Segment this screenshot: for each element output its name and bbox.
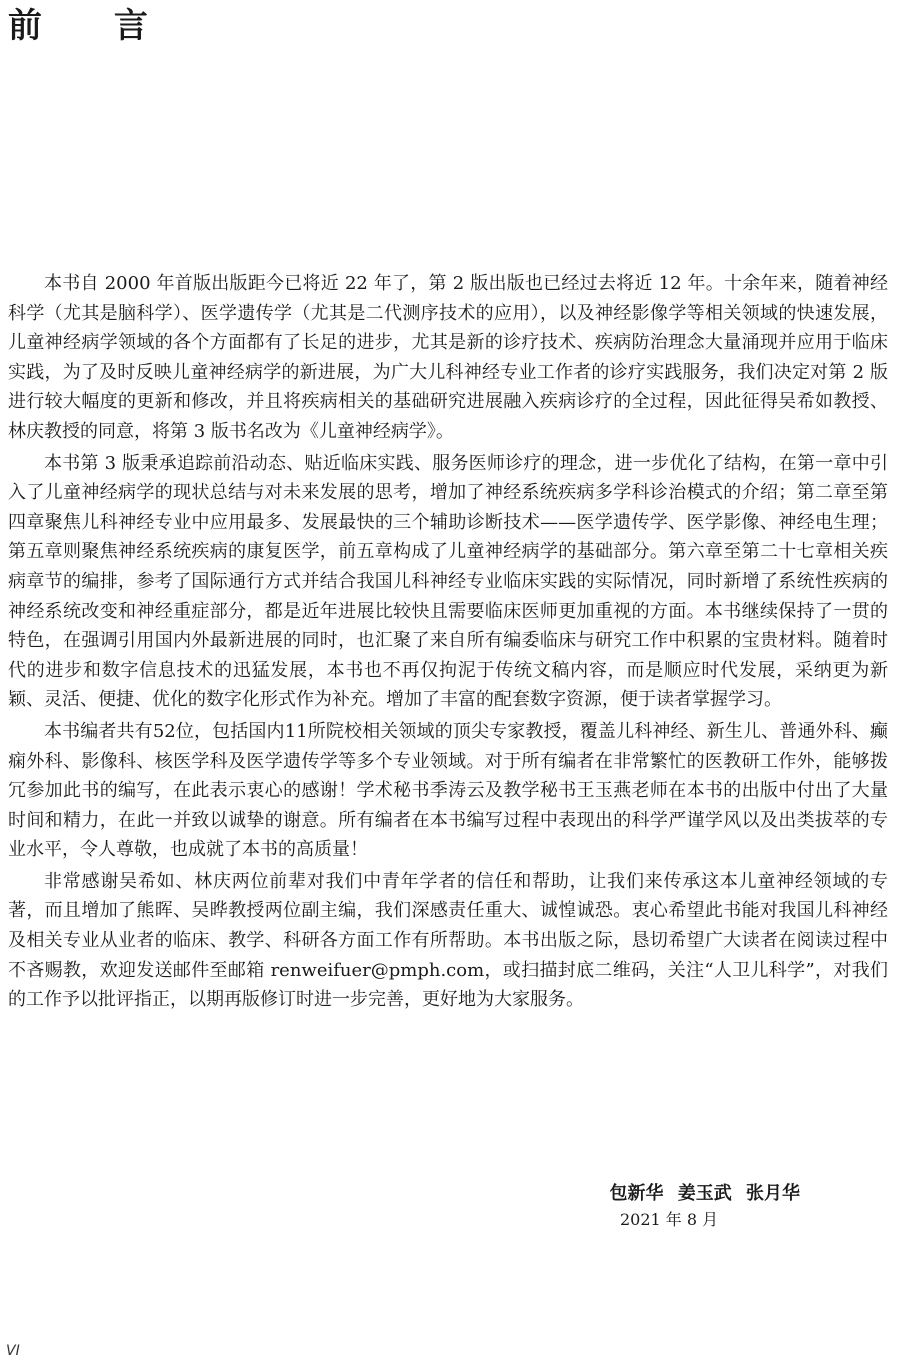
page-title: 前 言 <box>8 6 178 46</box>
paragraph-2: 本书第 3 版秉承追踪前沿动态、贴近临床实践、服务医师诊疗的理念，进一步优化了结构，在第一章中引入了儿童神经病学的现状总结与对未来发展的思考，增加了神经系统疾病多学科诊治模式的介绍；第二章至第四章聚焦儿科神经专业中应用最多、发展最快的三个辅助诊断技术——医学遗传学、医学影像、神经电生理；第五章则聚焦神经系统疾病的康复医学，前五章构成了儿童神经病学的基础部分。第六章至第二十七章相关疾病章节的编排，参考了国际通行方式并结合我国儿科神经专业临床实践的实际情况，同时新增了系统性疾病的神经系统改变和神经重症部分，都是近年进展比较快且需要临床医师更加重视的方面。本书继续保持了一贯的特色，在强调引用国内外最新进展的同时，也汇聚了来自所有编委临床与研究工作中积累的宝贵材料。随着时代的进步和数字信息技术的迅猛发展，本书也不再仅拘泥于传统文稿内容，而是顺应时代发展，采纳更为新颖、灵活、便捷、优化的数字化形式作为补充。增加了丰富的配套数字资源，便于读者掌握学习。 <box>8 452 888 711</box>
signature-date: 2021 年 8 月 <box>620 1210 719 1229</box>
paragraph-3: 本书编者共有52位，包括国内11所院校相关领域的顶尖专家教授，覆盖儿科神经、新生儿、普通外科、癫痫外科、影像科、核医学科及医学遗传学等多个专业领域。对于所有编者在非常繁忙的医教研工作外，能够拨冗参加此书的编写，在此表示衷心的感谢！学术秘书季涛云及教学秘书王玉燕老师在本书的出版中付出了大量时间和精力，在此一并致以诚挚的谢意。所有编者在本书编写过程中表现出的科学严谨学风以及出类拔萃的专业水平，令人尊敬，也成就了本书的高质量！ <box>8 720 888 861</box>
paragraph-1: 本书自 2000 年首版出版距今已将近 22 年了，第 2 版出版也已经过去将近 12 年。十余年来，随着神经科学（尤其是脑科学）、医学遗传学（尤其是二代测序技术的应用），以及神经影像学等相关领域的快速发展，儿童神经病学领域的各个方面都有了长足的进步，尤其是新的诊疗技术、疾病防治理念大量涌现并应用于临床实践，为了及时反映儿童神经病学的新进展，为广大儿科神经专业工作者的诊疗实践服务，我们决定对第 2 版进行较大幅度的更新和修改，并且将疾病相关的基础研究进展融入疾病诊疗的全过程，因此征得吴希如教授、林庆教授的同意，将第 3 版书名改为《儿童神经病学》。 <box>8 273 888 442</box>
preface-body <box>8 269 888 1017</box>
page-number: VI <box>6 1343 20 1359</box>
paragraph-4: 非常感谢吴希如、林庆两位前辈对我们中青年学者的信任和帮助，让我们来传承这本儿童神经领域的专著，而且增加了熊晖、吴晔教授两位副主编，我们深感责任重大、诚惶诚恐。衷心希望此书能对我国儿科神经及相关专业从业者的临床、教学、科研各方面工作有所帮助。本书出版之际，恳切希望广大读者在阅读过程中不吝赐教，欢迎发送邮件至邮箱 renweifuer@pmph.com，或扫描封底二维码，关注“人卫儿科学”，对我们的工作予以批评指正，以期再版修订时进一步完善，更好地为大家服务。 <box>8 870 888 1011</box>
author-names: 包新华 姜玉武 张月华 <box>609 1183 800 1204</box>
signature-block <box>609 1180 800 1208</box>
